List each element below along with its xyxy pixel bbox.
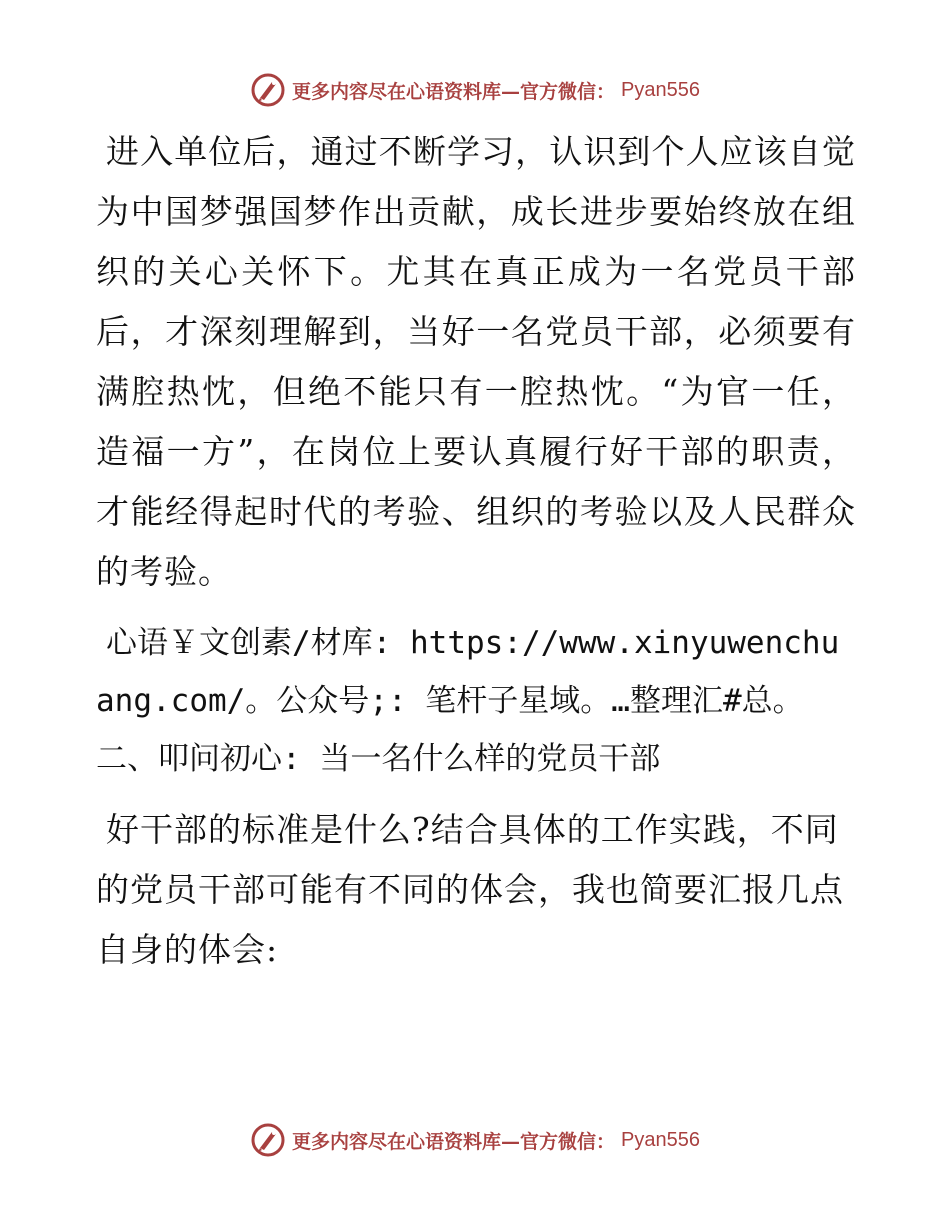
footer-wechat-handle: Pyan556: [621, 1128, 700, 1151]
paragraph-1: 进入单位后，通过不断学习，认识到个人应该自觉为中国梦强国梦作出贡献，成长进步要始终放在组织的关心关怀下。尤其在真正成为一名党员干部后，才深刻理解到，当好一名党员干部，必须要有满腔热忱，但绝不能只有一腔热忱。“为官一任，造福一方”，在岗位上要认真履行好干部的职责，才能经得起时代的考验、组织的考验以及人民群众的考验。: [96, 132, 856, 591]
banner-prefix-text: 更多内容尽在心语资料库—官方微信：: [292, 80, 616, 103]
header-watermark-banner: [0, 70, 950, 110]
quill-pen-logo-icon: [250, 72, 286, 108]
banner-wechat-handle: Pyan556: [621, 78, 700, 101]
paragraph-3: 好干部的标准是什么?结合具体的工作实践，不同的党员干部可能有不同的体会，我也简要汇报几点自身的体会:: [96, 810, 844, 969]
paragraph-2: 心语￥文创素/材库: https://www.xinyuwenchuang.com/。公众号;: 笔杆子星域。…整理汇#总。二、叩问初心: 当一名什么样的党员干部: [96, 625, 840, 777]
document-body: [96, 122, 856, 992]
footer-watermark-banner: [0, 1120, 950, 1160]
quill-pen-logo-icon: [250, 1122, 286, 1158]
footer-prefix-text: 更多内容尽在心语资料库—官方微信：: [292, 1130, 616, 1153]
